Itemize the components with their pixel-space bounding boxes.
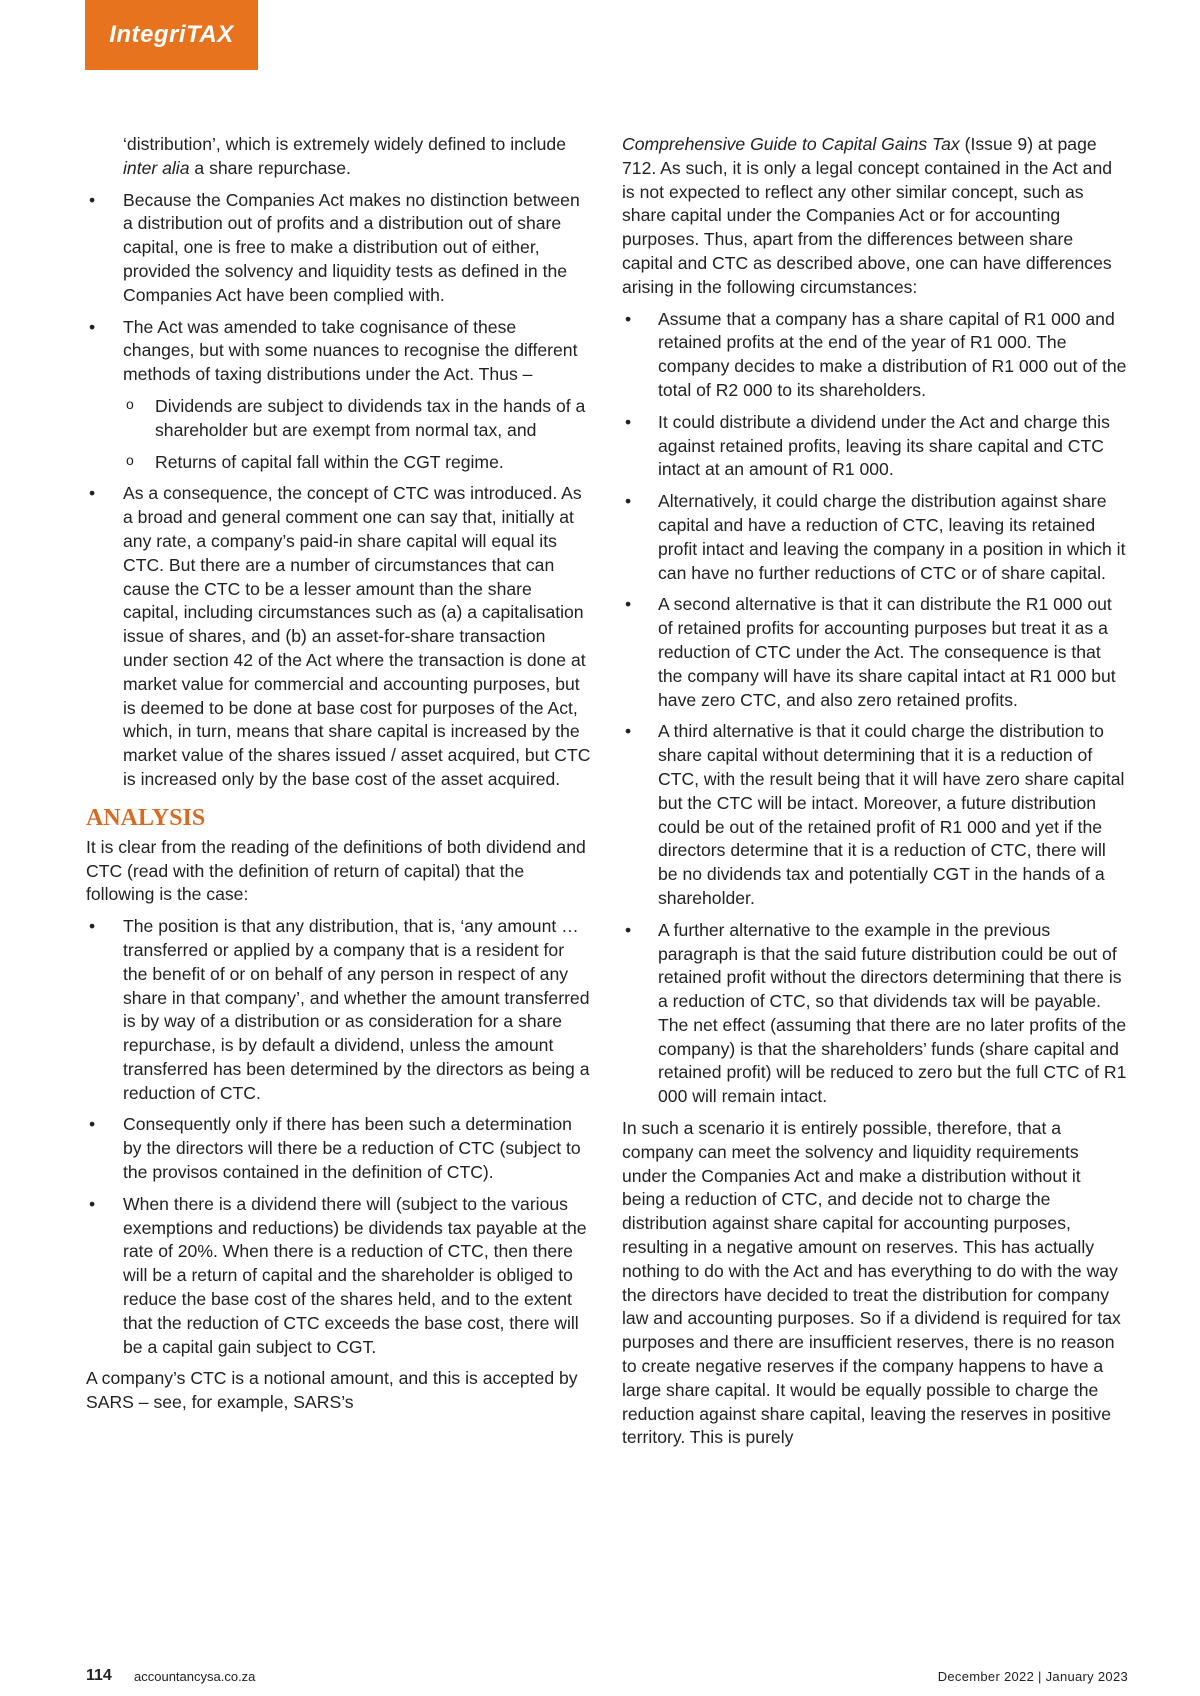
intro-text-end: a share repurchase. bbox=[189, 157, 351, 178]
website-link[interactable]: accountancysa.co.za bbox=[134, 1669, 256, 1684]
book-title: Comprehensive Guide to Capital Gains Tax bbox=[622, 134, 960, 154]
intro-emphasis: inter alia bbox=[123, 157, 190, 178]
logo-text: IntegriTAX bbox=[109, 21, 234, 48]
list-item: • A further alternative to the example in the previous paragraph is that the said future distribution could be out of retained profit without the directors determining that there is a reduction of CTC, so that dividends tax will be payable. The net effect (assuming that there are no later profits of the company) is that the shareholders’ funds (share capital and retained profit) will be reduced to zero but the full CTC of R1 000 will remain intact. bbox=[622, 919, 1127, 1109]
paragraph-text: (Issue 9) at page 712. As such, it is only a legal concept contained in the Act and is not expected to reflect any other similar concept, such as share capital under the Companies Act or for accounting purposes. Thus, apart from the differences between share capital and CTC as described above, one can have differences arising in the following circumstances: bbox=[622, 134, 1113, 297]
scenario-list bbox=[622, 308, 1127, 1110]
page-number: 114 bbox=[86, 1667, 112, 1684]
list-item: • Assume that a company has a share capital of R1 000 and retained profits at the end of the year of R1 000. The company decides to make a distribution of R1 000 out of the total of R2 000 to its shareholders. bbox=[622, 308, 1127, 403]
list-item: • It could distribute a dividend under the Act and charge this against retained profits, leaving its share capital and CTC intact at an amount of R1 000. bbox=[622, 411, 1127, 482]
issue-date: December 2022 | January 2023 bbox=[937, 1669, 1128, 1684]
list-item: • Because the Companies Act makes no distinction between a distribution out of profits and a distribution out of share capital, one is free to make a distribution out of either, provided the solvency and liquidity tests as defined in the Companies Act have been complied with. bbox=[86, 189, 591, 308]
analysis-list bbox=[86, 915, 591, 1359]
sub-list-item: o Returns of capital fall within the CGT regime. bbox=[86, 451, 591, 475]
list-item: • When there is a dividend there will (subject to the various exemptions and reductions) be dividends tax payable at the rate of 20%. When there is a reduction of CTC, then there will be a return of capital and the shareholder is obliged to reduce the base cost of the shares held, and to the extent that the reduction of CTC exceeds the base cost, there will be a capital gain subject to CGT. bbox=[86, 1193, 591, 1360]
intro-paragraph bbox=[86, 133, 591, 181]
right-column bbox=[622, 133, 1127, 1458]
sub-list-item: o Dividends are subject to dividends tax in the hands of a shareholder but are exempt from normal tax, and bbox=[86, 395, 591, 443]
integritax-logo bbox=[85, 0, 258, 70]
list-item: • A third alternative is that it could charge the distribution to share capital without determining that it is a reduction of CTC, with the result being that it will have zero share capital but the CTC will be intact. Moreover, a future distribution could be out of the retained profit of R1 000 and yet if the directors determine that it is a reduction of CTC, there will be no dividends tax and potentially CGT in the hands of a shareholder. bbox=[622, 720, 1127, 910]
paragraph: A company’s CTC is a notional amount, and this is accepted by SARS – see, for example, SARS’s bbox=[86, 1368, 578, 1413]
list-item: • Consequently only if there has been such a determination by the directors will there be a reduction of CTC (subject to the provisos contained in the definition of CTC). bbox=[86, 1113, 591, 1184]
paragraph: In such a scenario it is entirely possible, therefore, that a company can meet the solvency and liquidity requirements under the Companies Act and make a distribution without it being a reduction of CTC, and decide not to charge the distribution against share capital for accounting purposes, resulting in a negative amount on reserves. This has actually nothing to do with the Act and has everything to do with the way the directors have decided to treat the distribution for company law and accounting purposes. So if a dividend is required for tax purposes and there are insufficient reserves, there is no reason to create negative reserves if the company happens to have a large share capital. It would be equally possible to charge the reduction against share capital, leaving the reserves in positive territory. This is purely bbox=[622, 1118, 1121, 1448]
bullet-list bbox=[86, 189, 591, 792]
list-item: • The position is that any distribution, that is, ‘any amount … transferred or applied by a company that is a resident for the benefit of or on behalf of any person in respect of any share in that company’, and whether the amount transferred is by way of a distribution or as consideration for a share repurchase, is by default a dividend, unless the amount transferred has been determined by the directors as being a reduction of CTC. bbox=[86, 915, 591, 1105]
paragraph bbox=[622, 133, 1127, 300]
paragraph: It is clear from the reading of the definitions of both dividend and CTC (read with the definition of return of capital) that the following is the case: bbox=[86, 836, 586, 905]
section-heading: ANALYSIS bbox=[86, 804, 206, 831]
list-item: • As a consequence, the concept of CTC was introduced. As a broad and general comment one can say that, initially at any rate, a company’s paid-in share capital will equal its CTC. But there are a number of circumstances that can cause the CTC to be a lesser amount than the share capital, including circumstances such as (a) a capitalisation issue of shares, and (b) an asset-for-share transaction under section 42 of the Act where the transaction is done at market value for commercial and accounting purposes, but is deemed to be done at base cost for purposes of the Act, which, in turn, means that share capital is increased by the market value of the shares issued / asset acquired, but CTC is increased only by the base cost of the asset acquired. bbox=[86, 482, 591, 791]
list-item: • A second alternative is that it can distribute the R1 000 out of retained profits for accounting purposes but treat it as a reduction of CTC under the Act. The consequence is that the company will have its share capital intact at R1 000 but have zero CTC, and also zero retained profits. bbox=[622, 593, 1127, 712]
list-item: • The Act was amended to take cognisance of these changes, but with some nuances to recognise the different methods of taxing distributions under the Act. Thus – bbox=[86, 316, 591, 387]
left-column bbox=[86, 133, 591, 1423]
list-item: • Alternatively, it could charge the distribution against share capital and have a reduction of CTC, leaving its retained profit intact and leaving the company in a position in which it can have no further reductions of CTC or of share capital. bbox=[622, 490, 1127, 585]
intro-text: ‘distribution’, which is extremely widely defined to include bbox=[123, 134, 566, 154]
